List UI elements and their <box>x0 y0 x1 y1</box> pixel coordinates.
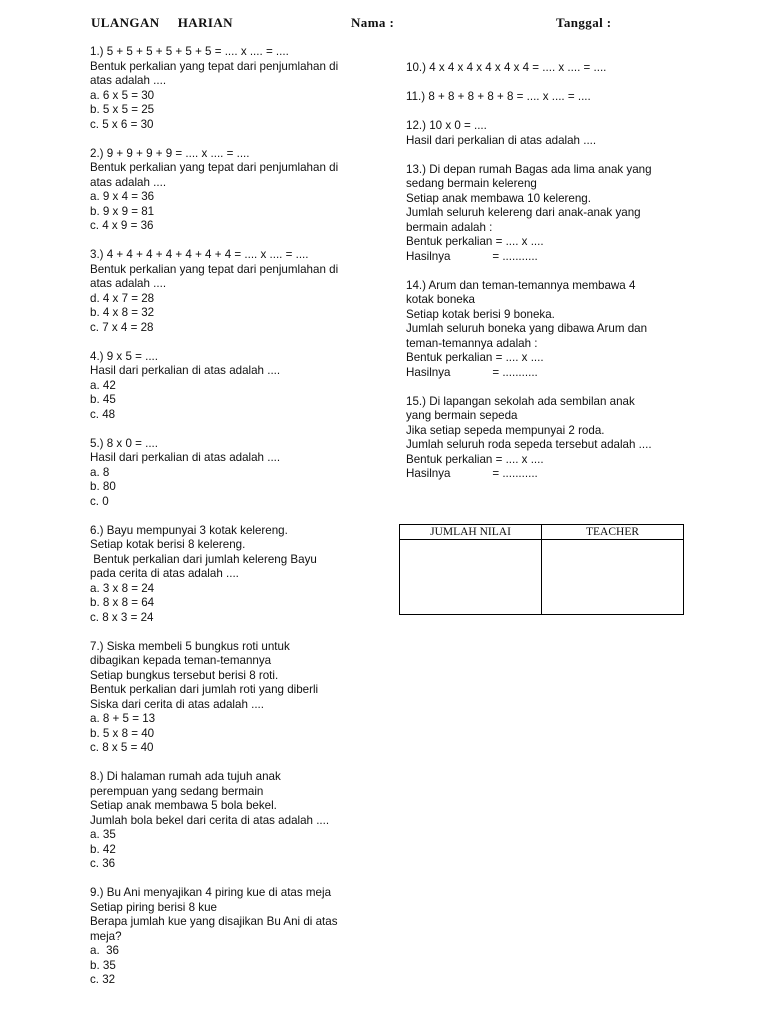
question-line: b. 80 <box>90 480 116 493</box>
question-line: Bentuk perkalian = .... x .... <box>406 452 544 466</box>
question-line: 12.) 10 x 0 = .... <box>406 119 487 132</box>
question-line: b. 5 x 8 = 40 <box>90 726 155 740</box>
question-line: a. 3 x 8 = 24 <box>90 581 155 595</box>
question-line: yang bermain sepeda <box>406 409 518 422</box>
question-line: b. 35 <box>90 958 116 972</box>
question-line: Bentuk perkalian dari jumlah kelereng Bayu <box>90 552 317 566</box>
question-line: 4.) 9 x 5 = .... <box>90 349 158 363</box>
question-block <box>406 90 652 105</box>
question-line: a. 8 + 5 = 13 <box>90 712 156 725</box>
question-line: Bentuk perkalian = .... x .... <box>406 235 544 248</box>
question-line: 6.) Bayu mempunyai 3 kotak kelereng. <box>90 523 288 537</box>
question-line: Hasilnya = ........... <box>406 365 538 379</box>
right-question-column <box>406 61 652 496</box>
question-line: Jumlah seluruh roda sepeda tersebut adalah .... <box>406 438 652 451</box>
question-block <box>90 147 338 234</box>
question-line: sedang bermain kelereng <box>406 177 537 190</box>
question-line: atas adalah .... <box>90 277 167 290</box>
question-line: c. 4 x 9 = 36 <box>90 219 154 232</box>
question-line: 1.) 5 + 5 + 5 + 5 + 5 + 5 = .... x .... = .... <box>90 45 289 58</box>
question-line: 9.) Bu Ani menyajikan 4 piring kue di atas meja <box>90 886 332 899</box>
question-block <box>90 350 338 423</box>
question-line: 11.) 8 + 8 + 8 + 8 + 8 = .... x .... = .... <box>406 90 591 103</box>
question-line: b. 8 x 8 = 64 <box>90 596 155 609</box>
question-line: Setiap anak membawa 5 bola bekel. <box>90 799 277 812</box>
question-line: c. 48 <box>90 407 116 421</box>
score-cell-total[interactable] <box>400 540 542 615</box>
question-line: Setiap kotak berisi 8 kelereng. <box>90 538 246 551</box>
question-block <box>406 61 652 76</box>
question-line: bermain adalah : <box>406 220 493 234</box>
question-line: kotak boneka <box>406 293 475 306</box>
question-line: d. 4 x 7 = 28 <box>90 291 155 305</box>
question-line: Siska dari cerita di atas adalah .... <box>90 697 264 711</box>
question-line: 3.) 4 + 4 + 4 + 4 + 4 + 4 + 4 = .... x .... = .... <box>90 248 309 261</box>
question-line: c. 32 <box>90 973 116 986</box>
question-line: b. 4 x 8 = 32 <box>90 306 155 319</box>
question-line: 8.) Di halaman rumah ada tujuh anak <box>90 770 281 783</box>
question-line: c. 8 x 3 = 24 <box>90 610 154 624</box>
question-line: Setiap anak membawa 10 kelereng. <box>406 191 591 205</box>
question-line: Bentuk perkalian = .... x .... <box>406 351 544 364</box>
question-line: b. 9 x 9 = 81 <box>90 204 155 218</box>
question-line: 7.) Siska membeli 5 bungkus roti untuk <box>90 639 290 653</box>
question-block <box>90 886 338 988</box>
question-line: atas adalah .... <box>90 175 167 189</box>
question-line: b. 45 <box>90 393 116 406</box>
date-label: Tanggal : <box>556 15 612 30</box>
question-line: Bentuk perkalian yang tepat dari penjumlahan di <box>90 161 339 174</box>
question-line: pada cerita di atas adalah .... <box>90 567 239 580</box>
question-line: Bentuk perkalian dari jumlah roti yang diberli <box>90 683 319 696</box>
question-line: Jumlah seluruh boneka yang dibawa Arum dan <box>406 322 648 335</box>
question-line: c. 7 x 4 = 28 <box>90 320 154 334</box>
question-line: Hasilnya = ........... <box>406 249 538 263</box>
name-label: Nama : <box>351 15 395 30</box>
question-line: Jika setiap sepeda mempunyai 2 roda. <box>406 423 605 437</box>
question-line: a. 9 x 4 = 36 <box>90 190 155 203</box>
question-line: meja? <box>90 929 122 943</box>
question-block <box>90 770 338 872</box>
question-line: perempuan yang sedang bermain <box>90 784 264 798</box>
question-line: a. 35 <box>90 828 116 841</box>
question-line: b. 42 <box>90 842 116 856</box>
question-line: c. 0 <box>90 494 109 508</box>
question-line: c. 5 x 6 = 30 <box>90 117 154 131</box>
question-line: Hasil dari perkalian di atas adalah .... <box>406 133 597 147</box>
question-line: 15.) Di lapangan sekolah ada sembilan anak <box>406 394 635 408</box>
score-cell-teacher[interactable] <box>542 540 684 615</box>
question-block <box>90 45 338 132</box>
question-line: b. 5 x 5 = 25 <box>90 103 155 116</box>
question-line: a. 8 <box>90 465 110 479</box>
question-line: teman-temannya adalah : <box>406 336 538 350</box>
question-line: dibagikan kepada teman-temannya <box>90 654 272 667</box>
question-line: 5.) 8 x 0 = .... <box>90 436 158 450</box>
question-line: Setiap bungkus tersebut berisi 8 roti. <box>90 668 279 682</box>
question-block <box>90 248 338 335</box>
question-line: c. 8 x 5 = 40 <box>90 741 154 754</box>
question-line: a. 6 x 5 = 30 <box>90 88 155 102</box>
question-block <box>90 524 338 626</box>
score-header-teacher: TEACHER <box>542 525 684 540</box>
question-line: Bentuk perkalian yang tepat dari penjumlahan di <box>90 59 339 73</box>
question-line: Jumlah bola bekel dari cerita di atas adalah .... <box>90 813 330 827</box>
score-header-total: JUMLAH NILAI <box>400 525 542 540</box>
question-line: 14.) Arum dan teman-temannya membawa 4 <box>406 278 636 292</box>
question-line: a. 42 <box>90 378 116 392</box>
question-line: 2.) 9 + 9 + 9 + 9 = .... x .... = .... <box>90 146 250 160</box>
question-line: Setiap kotak berisi 9 boneka. <box>406 307 555 321</box>
score-table <box>399 524 684 615</box>
question-line: c. 36 <box>90 857 116 870</box>
question-line: a. 36 <box>90 944 120 957</box>
question-block <box>406 279 652 381</box>
exam-title: ULANGAN HARIAN <box>91 15 233 30</box>
question-line: 13.) Di depan rumah Bagas ada lima anak yang <box>406 162 652 176</box>
question-line: Hasil dari perkalian di atas adalah .... <box>90 364 281 377</box>
question-block <box>406 119 652 148</box>
question-line: Setiap piring berisi 8 kue <box>90 900 217 914</box>
question-line: Berapa jumlah kue yang disajikan Bu Ani di atas <box>90 915 338 928</box>
question-block <box>406 395 652 482</box>
question-line: Bentuk perkalian yang tepat dari penjumlahan di <box>90 262 339 276</box>
question-line: atas adalah .... <box>90 74 167 87</box>
question-block <box>406 163 652 265</box>
question-line: Hasil dari perkalian di atas adalah .... <box>90 451 281 464</box>
question-block <box>90 640 338 756</box>
question-block <box>90 437 338 510</box>
question-line: Jumlah seluruh kelereng dari anak-anak yang <box>406 206 641 219</box>
question-line: Hasilnya = ........... <box>406 467 538 480</box>
left-question-column <box>90 45 338 1002</box>
question-line: 10.) 4 x 4 x 4 x 4 x 4 x 4 = .... x .... = .... <box>406 61 607 74</box>
